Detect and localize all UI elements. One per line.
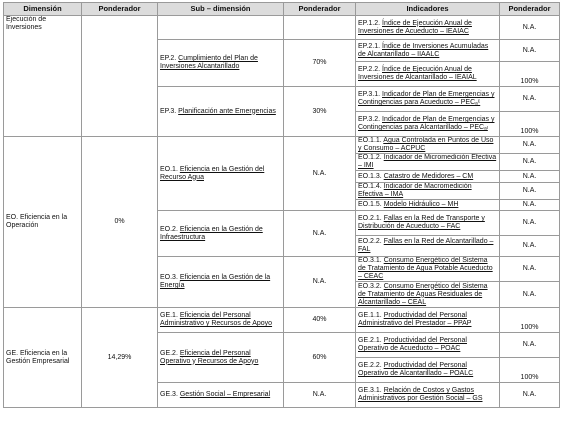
- item-code: EO.1.2.: [358, 154, 382, 161]
- item-code: EP.2.2.: [358, 66, 381, 73]
- item-code: EO.1.3.: [358, 172, 382, 180]
- indicator-cell: [356, 112, 500, 137]
- indicator-weight: N.A.: [500, 211, 560, 236]
- subdimension-weight: 40%: [284, 308, 356, 333]
- item-code: EO.1.: [160, 165, 178, 173]
- item-text: Eficiencia del Personal Operativo y Recursos de Apoyo: [160, 349, 259, 365]
- indicator-weight: N.A.: [500, 257, 560, 282]
- header-ponderador-ind: Ponderador: [500, 3, 560, 16]
- item-code: EP.3.2.: [358, 116, 381, 123]
- table-body: [4, 16, 560, 408]
- item-text: Eficiencia en la Gestión de la Energía: [160, 274, 271, 289]
- item-text: Productividad del Personal Operativo de Acueducto – POAC: [358, 337, 467, 352]
- item-text: Cumplimiento del Plan de Inversiones Alcantarillado: [160, 55, 258, 70]
- dimension-cell: GE. Eficiencia en la Gestión Empresarial: [4, 308, 82, 408]
- item-text: Indicador de Plan de Emergencias y Contingencias para Alcantarillado – PECₐₗ: [358, 116, 495, 131]
- item-code: EP.1.2.: [358, 19, 381, 27]
- header-subdimension: Sub – dimensión: [158, 3, 284, 16]
- item-text: Catastro de Medidores – CM: [383, 172, 474, 180]
- subdimension-cell: [158, 211, 284, 257]
- indicator-weight: N.A.: [500, 40, 560, 62]
- item-text: Índice de Ejecución Anual de Inversiones de Acueducto – IEAIAC: [358, 19, 472, 35]
- indicator-cell: [356, 200, 500, 211]
- indicator-weight: 100%: [500, 62, 560, 87]
- item-text: Fallas en la Red de Transporte y Distribución de Acueducto – FAC: [358, 215, 485, 230]
- subdimension-cell: [158, 16, 284, 40]
- subdimension-weight: 30%: [284, 87, 356, 137]
- header-row: [4, 3, 560, 16]
- subdimension-cell: [158, 137, 284, 211]
- item-text: Relación de Costos y Gastos Administrativos por Gestión Social – GS: [358, 387, 483, 402]
- item-code: EO.3.1.: [358, 257, 382, 264]
- item-code: GE.1.: [160, 312, 178, 319]
- subdimension-weight: N.A.: [284, 383, 356, 408]
- indicator-table: [3, 2, 560, 408]
- item-text: Productividad del Personal Operativo de Alcantarillado – POALC: [358, 362, 474, 377]
- subdimension-weight: N.A.: [284, 137, 356, 211]
- subdimension-cell: [158, 308, 284, 333]
- item-code: GE.2.: [160, 349, 178, 357]
- item-code: EP.3.1.: [358, 91, 381, 98]
- item-code: EO.1.1.: [358, 137, 382, 144]
- table-row: [4, 137, 560, 154]
- item-text: Indicador de Plan de Emergencias y Contingencias para Acueducto – PECₐᶜ: [358, 91, 495, 106]
- indicator-cell: [356, 16, 500, 40]
- indicator-weight: N.A.: [500, 200, 560, 211]
- indicator-cell: [356, 282, 500, 308]
- item-code: EO.3.2.: [358, 282, 382, 290]
- subdimension-cell: [158, 40, 284, 87]
- indicator-cell: [356, 154, 500, 171]
- item-text: Eficiencia en la Gestión del Recurso Agua: [160, 165, 265, 181]
- item-code: GE.1.1.: [358, 312, 382, 319]
- indicator-weight: N.A.: [500, 333, 560, 358]
- header-ponderador-sub: Ponderador: [284, 3, 356, 16]
- indicator-weight: 100%: [500, 112, 560, 137]
- indicator-weight: N.A.: [500, 154, 560, 171]
- indicator-weight: N.A.: [500, 16, 560, 40]
- item-text: Consumo Energético del Sistema de Tratamiento de Agua Potable Acueducto – CEAC: [358, 257, 493, 280]
- indicator-cell: [356, 308, 500, 333]
- item-code: GE.3.: [160, 391, 178, 398]
- item-text: Indicador de Micromedición Efectiva – IMI: [358, 154, 497, 169]
- item-text: Planificación ante Emergencias: [178, 107, 276, 115]
- header-dimension: Dimensión: [4, 3, 82, 16]
- indicator-weight: N.A.: [500, 282, 560, 308]
- indicator-cell: [356, 62, 500, 87]
- indicator-cell: [356, 211, 500, 236]
- subdimension-weight: N.A.: [284, 211, 356, 257]
- table-row: [4, 308, 560, 333]
- item-code: GE.2.1.: [358, 337, 382, 344]
- item-text: Productividad del Personal Administrativo del Prestador – PPAP: [358, 312, 472, 327]
- item-text: Gestión Social – Empresarial: [179, 391, 271, 398]
- item-text: Eficiencia del Personal Administrativo y Recursos de Apoyo: [160, 312, 273, 327]
- header-ponderador: Ponderador: [82, 3, 158, 16]
- dimension-weight: 14,29%: [82, 308, 158, 408]
- item-text: Consumo Energético del Sistema de Tratamiento de Aguas Residuales de Alcantarillado – CEAL: [358, 282, 488, 306]
- item-code: EP.2.1.: [358, 42, 381, 50]
- indicator-weight: N.A.: [500, 383, 560, 408]
- indicator-weight: N.A.: [500, 171, 560, 183]
- subdimension-cell: [158, 333, 284, 383]
- item-code: EO.3.: [160, 274, 178, 281]
- subdimension-weight: 70%: [284, 40, 356, 87]
- subdimension-cell: [158, 87, 284, 137]
- item-code: EO.1.4.: [358, 183, 382, 190]
- item-text: Fallas en la Red de Alcantarillado – FAL: [358, 238, 494, 253]
- item-text: Agua Controlada en Puntos de Uso y Consumo – ACPUC: [358, 137, 494, 152]
- indicator-cell: [356, 236, 500, 257]
- item-text: Índice de Inversiones Acumuladas de Alcantarillado – IIAALC: [358, 42, 489, 58]
- item-code: EO.2.1.: [358, 215, 382, 222]
- dimension-cell: EO. Eficiencia en la Operación: [4, 137, 82, 308]
- indicator-weight: 100%: [500, 308, 560, 333]
- subdimension-weight: N.A.: [284, 257, 356, 308]
- subdimension-cell: [158, 383, 284, 408]
- indicator-cell: [356, 383, 500, 408]
- item-text: Indicador de Macromedición Efectiva – IMA: [358, 183, 472, 198]
- item-code: EO.2.: [160, 225, 178, 233]
- indicator-cell: [356, 257, 500, 282]
- indicator-cell: [356, 87, 500, 112]
- indicator-weight: N.A.: [500, 183, 560, 200]
- header-indicadores: Indicadores: [356, 3, 500, 16]
- indicator-weight: N.A.: [500, 87, 560, 112]
- indicator-cell: [356, 40, 500, 62]
- indicator-weight: 100%: [500, 358, 560, 383]
- item-text: Índice de Ejecución Anual de Inversiones de Alcantarillado – IEAIAL: [358, 66, 477, 81]
- item-code: EP.2.: [160, 55, 177, 62]
- table-row: [4, 16, 560, 40]
- dimension-weight: [82, 16, 158, 137]
- indicator-cell: [356, 358, 500, 383]
- indicator-weight: N.A.: [500, 236, 560, 257]
- indicator-cell: [356, 137, 500, 154]
- subdimension-weight: 60%: [284, 333, 356, 383]
- dimension-cell: Ejecución de Inversiones: [4, 16, 82, 137]
- subdimension-weight: [284, 16, 356, 40]
- item-text: Eficiencia en la Gestión de Infraestructura: [160, 225, 263, 241]
- item-text: Modelo Hidráulico – MH: [383, 201, 459, 208]
- indicator-weight: N.A.: [500, 137, 560, 154]
- dimension-weight: 0%: [82, 137, 158, 308]
- item-code: GE.2.2.: [358, 362, 382, 369]
- item-code: EO.1.5.: [358, 201, 382, 208]
- item-code: GE.3.1.: [358, 387, 382, 394]
- indicator-cell: [356, 183, 500, 200]
- indicator-cell: [356, 333, 500, 358]
- item-code: EO.2.2.: [358, 238, 382, 245]
- item-code: EP.3.: [160, 107, 177, 115]
- subdimension-cell: [158, 257, 284, 308]
- indicator-cell: [356, 171, 500, 183]
